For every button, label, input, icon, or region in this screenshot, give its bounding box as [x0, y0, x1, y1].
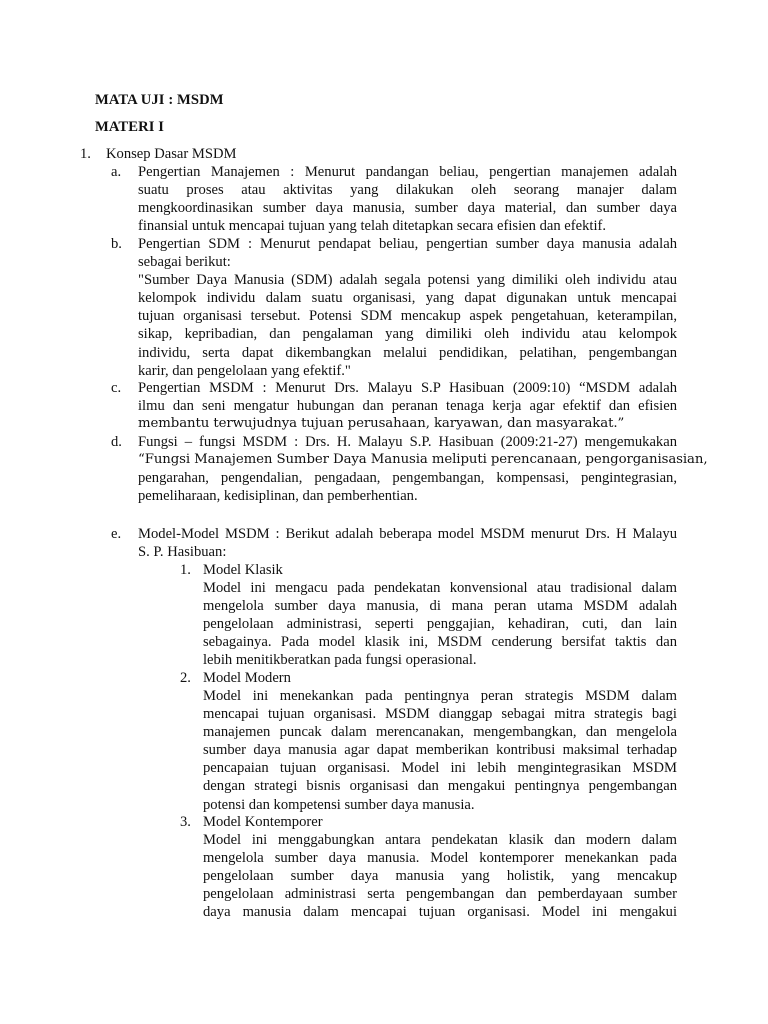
- section-label: Konsep Dasar MSDM: [106, 146, 237, 162]
- model-modern: [180, 669, 676, 815]
- item-marker: a.: [111, 164, 122, 180]
- item-marker: e.: [111, 526, 122, 542]
- text-line: Model-Model MSDM : Berikut adalah beberapa model MSDM menurut Drs. H Malayu: [138, 526, 677, 542]
- text-line: daya manusia dalam mencapai tujuan organisasi. Model ini mengakui: [203, 904, 677, 921]
- document-title: MATA UJI : MSDM: [95, 92, 224, 108]
- item-marker: d.: [111, 434, 122, 450]
- model-title: Model Modern: [203, 670, 291, 686]
- text-line: karir, dan pengelolaan yang efektif.": [138, 362, 351, 379]
- item-body: [138, 163, 677, 235]
- model-title: Model Klasik: [203, 562, 283, 578]
- model-klasik: [180, 561, 676, 671]
- text-line: manajemen puncak dalam merencanakan, mengembangkan, dan mengelola: [203, 724, 677, 741]
- text-line: Model ini menggabungkan antara pendekatan klasik dan modern dalam: [203, 832, 677, 848]
- text-line: mengelola sumber daya manusia, di mana peran utama MSDM adalah: [203, 598, 677, 615]
- item-marker: b.: [111, 236, 122, 252]
- model-number: 2.: [180, 670, 191, 686]
- list-item-a: [111, 163, 676, 237]
- text-line: membantu terwujudnya tujuan perusahaan, karyawan, dan masyarakat.”: [138, 416, 625, 432]
- text-line: Pengertian Manajemen : Menurut pandangan beliau, pengertian manajemen adalah: [138, 164, 677, 180]
- list-item-b: [111, 235, 676, 381]
- text-line: S. P. Hasibuan:: [138, 544, 227, 560]
- text-line: Fungsi – fungsi MSDM : Drs. H. Malayu S.P. Hasibuan (2009:21-27) mengemukakan: [138, 434, 677, 450]
- text-line: pengelolaan administrasi serta pengembangan dan pemberdayaan sumber: [203, 886, 677, 903]
- text-line: sikap, kepribadian, dan pengalaman yang dimiliki oleh individu atau kelompok: [138, 326, 677, 343]
- text-line: pencapaian tujuan organisasi. Model ini lebih mengintegrasikan MSDM: [203, 760, 677, 777]
- item-body: [138, 433, 708, 505]
- item-body: [138, 525, 677, 543]
- list-item-e: [111, 525, 676, 545]
- text-line: Model ini menekankan pada pentingnya peran strategis MSDM dalam: [203, 688, 677, 704]
- model-number: 3.: [180, 814, 191, 830]
- section-heading: [80, 145, 680, 163]
- model-description: [203, 579, 677, 669]
- text-line: Pengertian SDM : Menurut pendapat beliau, pengertian sumber daya manusia adalah: [138, 236, 677, 252]
- text-line: sumber daya manusia agar dapat memberikan kontribusi maksimal terhadap: [203, 742, 677, 759]
- text-line: mengkoordinasikan sumber daya manusia, sumber daya material, dan sumber daya: [138, 200, 677, 217]
- text-line: pengarahan, pengendalian, pengadaan, pengembangan, kompensasi, pengintegrasian,: [138, 470, 677, 487]
- item-body: [138, 235, 677, 380]
- text-line: individu, serta dapat dikembangkan melalui pendidikan, pelatihan, pengembangan: [138, 344, 677, 361]
- model-description: [203, 687, 677, 814]
- model-description: [203, 831, 677, 921]
- text-line: pengelolaan sumber daya manusia yang holistik, yang mencakup: [203, 868, 677, 885]
- list-item-c: [111, 379, 676, 435]
- text-line: Pengertian MSDM : Menurut Drs. Malayu S.P Hasibuan (2009:10) “MSDM adalah: [138, 380, 677, 396]
- text-line: finansial untuk mencapai tujuan yang telah ditetapkan secara efisien dan efektif.: [138, 218, 607, 235]
- text-line: Model ini mengacu pada pendekatan konvensional atau tradisional dalam: [203, 580, 677, 596]
- text-line: pengelolaan administrasi, seperti penggajian, kehadiran, cuti, dan lain: [203, 616, 677, 633]
- text-line: mencapai tujuan organisasi. MSDM dianggap sebagai mitra strategis bagi: [203, 706, 677, 723]
- text-line: kelompok individu dalam suatu organisasi, yang dapat digunakan untuk mencapai: [138, 290, 677, 307]
- text-line: sebagai berikut:: [138, 254, 231, 271]
- list-item-d: [111, 433, 708, 507]
- model-title: Model Kontemporer: [203, 814, 323, 830]
- text-line: “Fungsi Manajemen Sumber Daya Manusia meliputi perencanaan, pengorganisasian,: [138, 452, 708, 468]
- material-heading: MATERI I: [95, 119, 165, 135]
- item-marker: c.: [111, 380, 122, 396]
- text-line: sebagainya. Pada model klasik ini, MSDM cenderung bersifat taktis dan: [203, 634, 677, 651]
- model-kontemporer: [180, 813, 676, 923]
- text-line: ilmu dan seni mengatur hubungan dan peranan tenaga kerja agar efektif dan efisien: [138, 398, 677, 415]
- text-line: mengelola sumber daya manusia. Model kontemporer menekankan pada: [203, 850, 677, 867]
- text-line: dengan strategi bisnis organisasi dan mengakui pentingnya pengembangan: [203, 778, 677, 795]
- text-line: potensi dan kompetensi sumber daya manusia.: [203, 796, 475, 813]
- text-line: suatu proses atau aktivitas yang dilakukan oleh seorang manajer dalam: [138, 182, 677, 199]
- text-line: lebih menitikberatkan pada fungsi operasional.: [203, 652, 477, 669]
- section-number: 1.: [80, 146, 91, 162]
- text-line: pemeliharaan, kedisiplinan, dan pemberhentian.: [138, 488, 418, 505]
- model-number: 1.: [180, 562, 191, 578]
- text-line: tujuan organisasi tersebut. Potensi SDM mencakup aspek pengetahuan, keterampilan,: [138, 308, 677, 325]
- item-body: [138, 379, 677, 433]
- text-line: "Sumber Daya Manusia (SDM) adalah segala potensi yang dimiliki oleh individu atau: [138, 272, 677, 289]
